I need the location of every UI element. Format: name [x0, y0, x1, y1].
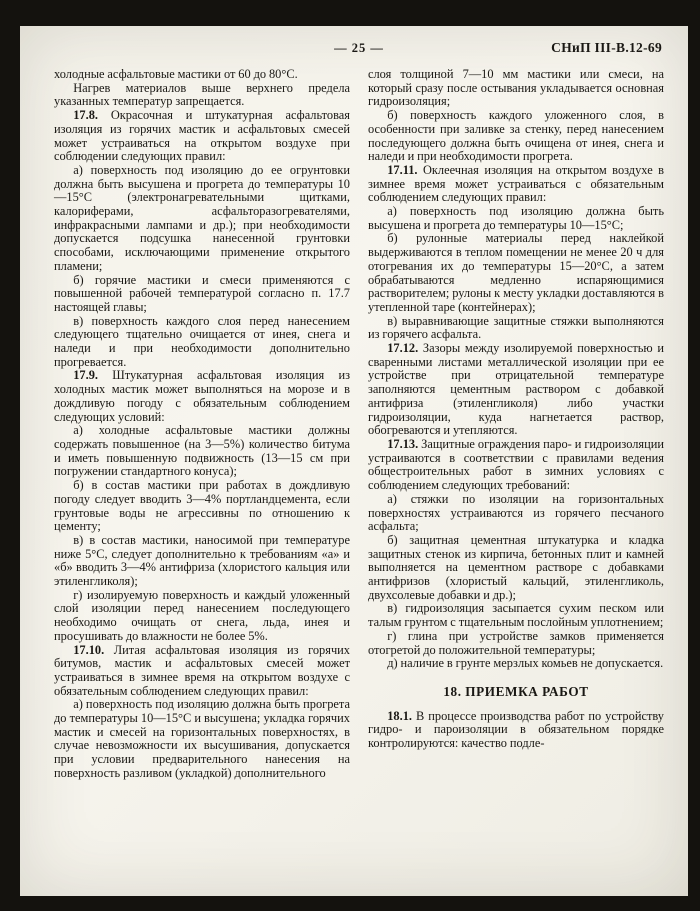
paragraph: а) поверхность под изоляцию до ее огрунтовки должна быть высушена и прогрета до температуры 10—15°С (электронагревательными щитками, калориферами, асфальторазогревателями, инфракрасными лампами и др.); при необходимости допускается подсушка нанесенной грунтовки способами, исключающими применение открытого пламени;: [54, 162, 350, 273]
section-number: 17.12.: [387, 341, 419, 356]
section-paragraph: 18.1. В процессе производства работ по устройству гидро- и пароизоляции в обязательном порядке контролируются: качество подле-: [368, 708, 664, 751]
paragraph: а) стяжки по изоляции на горизонтальных поверхностях устраиваются из горячего песчаного асфальта;: [368, 491, 664, 534]
paragraph: б) рулонные материалы перед наклейкой выдерживаются в теплом помещении не менее 20 ч для отогревания их до температуры 15—20°С, а затем обрабатываются медленно испаряющимися растворителем; рулоны к месту укладки доставляются в утепленной таре (контейнерах);: [368, 231, 664, 314]
section-number: 17.10.: [73, 642, 105, 657]
section-paragraph: 17.9. Штукатурная асфальтовая изоляция из холодных мастик может выполняться на морозе и в дождливую погоду с обязательным соблюдением следующих условий:: [54, 368, 350, 424]
section-paragraph: 17.8. Окрасочная и штукатурная асфальтовая изоляция из горячих мастик и асфальтовых смесей может устраиваться на открытом воздухе при соблюдении следующих правил:: [54, 108, 350, 164]
right-column: [368, 68, 664, 781]
section-number: 17.13.: [387, 436, 419, 451]
paragraph: д) наличие в грунте мерзлых комьев не допускается.: [387, 656, 664, 671]
paragraph: холодные асфальтовые мастики от 60 до 80°С.: [54, 67, 298, 81]
paragraph: в) поверхность каждого слоя перед нанесением следующего тщательно очищается от инея, снега и наледи и при необходимости дополнительно прогревается.: [54, 313, 350, 369]
text-columns: [54, 68, 664, 781]
paragraph: Нагрев материалов выше верхнего предела указанных температур запрещается.: [54, 80, 350, 109]
paragraph: в) гидроизоляция засыпается сухим песком или талым грунтом с тщательным послойным уплотнением;: [368, 601, 664, 630]
document-page: [20, 26, 688, 896]
paragraph: слоя толщиной 7—10 мм мастики или смеси, на который сразу после остывания укладывается основная гидроизоляция;: [368, 67, 664, 109]
section-paragraph: 17.13. Защитные ограждения паро- и гидроизоляции устраиваются в соответствии с правилами ведения общестроительных работ в зимних условиях с соблюдением следующих требований:: [368, 436, 664, 493]
chapter-heading: 18. ПРИЕМКА РАБОТ: [443, 683, 589, 699]
paragraph: г) глина при устройстве замков применяется отогретой до положительной температуры;: [368, 628, 664, 657]
paragraph: а) поверхность под изоляцию должна быть прогрета до температуры 10—15°С и высушена; укладка горячих мастик и смесей на горизонтальных поверхностях, в случае невозможности их высушивания, допускается при условии предварительного нанесения на поверхность разливом (укладкой) дополнительного: [54, 697, 350, 780]
paragraph: б) в состав мастики при работах в дождливую погоду следует вводить 3—4% портландцемента, если грунтовые воды не агрессивны по отношению к цементу;: [54, 478, 350, 534]
paragraph: г) изолируемую поверхность и каждый уложенный слой изоляции перед нанесением последующего необходимо очищать от снега, льда, инея и просушивать до влажности не более 5%.: [54, 587, 350, 643]
paragraph: в) в состав мастики, наносимой при температуре ниже 5°С, следует дополнительно к требованиям «а» и «б» вводить 3—4% антифриза (хлористого кальция или этиленгликоля);: [54, 532, 350, 589]
left-column: [54, 68, 350, 781]
paragraph: б) поверхность каждого уложенного слоя, в особенности при заливке за стенку, перед нанесением последующего должна быть очищена от инея, снега и наледи и при необходимости прогрета.: [368, 108, 664, 164]
document-code: СНиП III-В.12-69: [551, 40, 662, 55]
paragraph: а) холодные асфальтовые мастики должны содержать повышенное (на 3—5%) количество битума и иметь повышенную подвижность (13—15 см при погружении стандартного конуса);: [54, 423, 350, 479]
paragraph: а) поверхность под изоляцию должна быть высушена и прогрета до температуры 10—15°С;: [368, 204, 664, 232]
section-number: 17.8.: [73, 108, 98, 123]
paragraph: в) выравнивающие защитные стяжки выполняются из горячего асфальта.: [368, 313, 664, 342]
paragraph: б) горячие мастики и смеси применяются с повышенной рабочей температурой согласно п. 17.7 настоящей главы;: [54, 272, 350, 314]
paragraph: б) защитная цементная штукатурка и кладка защитных стенок из кирпича, бетонных плит и камней выполняется на цементном растворе с добавками антифризов (хлористый кальций, этиленгликоль, двухсолевые добавки и др.);: [368, 532, 664, 602]
section-paragraph: 17.12. Зазоры между изолируемой поверхностью и сваренными листами металлической изоляции при ее устройстве при отрицательной температуре заполняются цементным раствором с добавкой антифриза (этиленгликоля) либо участки гидроизоляции, куда нагнетается раствор, обогреваются и утепляются.: [368, 341, 664, 438]
page-number: — 25 —: [334, 41, 384, 55]
section-number: 17.11.: [387, 162, 418, 177]
section-number: 18.1.: [387, 708, 412, 723]
page-header: [56, 40, 662, 56]
section-paragraph: 17.11. Оклеечная изоляция на открытом воздухе в зимнее время может устраиваться с обязательным соблюдением следующих правил:: [368, 162, 664, 205]
section-number: 17.9.: [73, 368, 98, 383]
section-paragraph: 17.10. Литая асфальтовая изоляция из горячих битумов, мастик и асфальтовых смесей может устраиваться в зимнее время на открытом воздухе с обязательным соблюдением следующих правил:: [54, 642, 350, 698]
